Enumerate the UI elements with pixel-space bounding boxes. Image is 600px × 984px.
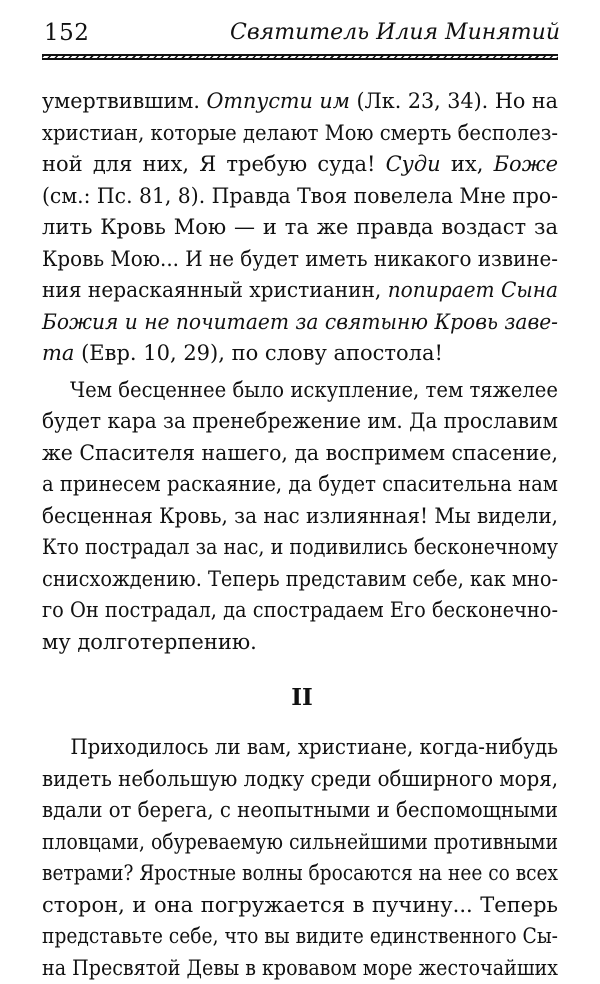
text-run: му долготерпению. [42, 630, 257, 654]
text-run: го Он пострадал, да спострадаем Его бесконечно- [42, 598, 558, 622]
text-line [42, 469, 526, 501]
text-run: пловцами, обуреваемую сильнейшими противными [42, 830, 558, 854]
text-line [42, 795, 529, 827]
text-line [42, 118, 526, 150]
text-line [42, 212, 562, 244]
text-line [42, 827, 508, 859]
text-line [42, 275, 540, 307]
text-line [42, 86, 554, 118]
text-run: вдали от берега, с неопытными и беспомощными [42, 798, 558, 822]
paragraph-2 [42, 375, 562, 659]
text-run: ветрами? Яростные волны бросаются на нее со всех [42, 861, 558, 885]
text-run: сторон, и она погружается в пучину... Теперь [42, 893, 558, 917]
text-run: снисхождению. Теперь представим себе, как мно- [42, 567, 558, 591]
text-run: (см.: Пс. 81, 8). Правда Твоя повелела Мне про- [42, 184, 558, 208]
text-line [42, 501, 536, 533]
text-run: ния нераскаянный христианин, [42, 278, 388, 302]
text-line [42, 181, 546, 213]
page-body [42, 86, 562, 984]
text-line [42, 307, 542, 339]
text-run: их, [441, 152, 494, 176]
text-line [42, 149, 562, 181]
page-number: 152 [44, 20, 89, 46]
text-run: бесценная Кровь, за нас излиянная! Мы видели, [42, 504, 558, 528]
text-line [42, 338, 562, 370]
text-run: а принесем раскаяние, да будет спасительна нам [42, 472, 558, 496]
italic-quote: Отпусти им [206, 89, 349, 113]
paragraph-3 [42, 732, 562, 984]
text-run: лить Кровь Мою — и та же правда воздаст за [42, 215, 558, 239]
text-run: умертвившим. [42, 89, 206, 113]
text-line [42, 532, 516, 564]
text-line [42, 595, 522, 627]
text-line [42, 406, 538, 438]
text-line [42, 953, 514, 984]
paragraph-1 [42, 86, 562, 370]
text-run: видеть небольшую лодку среди обширного моря, [42, 767, 558, 791]
text-run: Кто пострадал за нас, и подивились бесконечному [42, 535, 558, 559]
text-run: представьте себе, что вы видите единственного Сы- [42, 924, 558, 948]
text-line [42, 375, 528, 407]
text-line [42, 732, 533, 764]
text-line [42, 244, 534, 276]
text-run: будет кара за пренебрежение им. Да прославим [42, 409, 558, 433]
text-run: Кровь Мою... И не будет иметь никакого извине- [42, 247, 558, 271]
text-line [42, 858, 502, 890]
text-line [42, 627, 562, 659]
text-run: христиан, которые делают Мою смерть бесполез- [42, 121, 558, 145]
italic-quote: попирает Сына [388, 278, 558, 302]
text-run: Чем бесценнее было искупление, тем тяжелее [70, 378, 558, 402]
text-line [42, 764, 532, 796]
text-run: ной для них, Я требую суда! [42, 152, 386, 176]
text-line [42, 438, 548, 470]
text-run: на Пресвятой Девы в кровавом море жесточайших [42, 956, 558, 980]
header-rule [42, 54, 558, 60]
page-header [40, 8, 560, 48]
text-run: (Евр. 10, 29), по слову апостола! [74, 341, 443, 365]
text-line [42, 921, 504, 953]
italic-quote: Суди [386, 152, 441, 176]
text-line [42, 890, 562, 922]
text-run: (Лк. 23, 34). Но на [350, 89, 558, 113]
italic-quote: та [42, 341, 74, 365]
italic-quote: Боже [494, 152, 558, 176]
text-run: Приходилось ли вам, христиане, когда-нибудь [70, 735, 558, 759]
section-heading: II [42, 678, 562, 718]
text-line [42, 564, 521, 596]
running-title: Святитель Илия Минятий [230, 20, 560, 45]
italic-quote: Божия и не почитает за святыню Кровь заве- [42, 310, 558, 334]
text-run: же Спасителя нашего, да воспримем спасение, [42, 441, 558, 465]
